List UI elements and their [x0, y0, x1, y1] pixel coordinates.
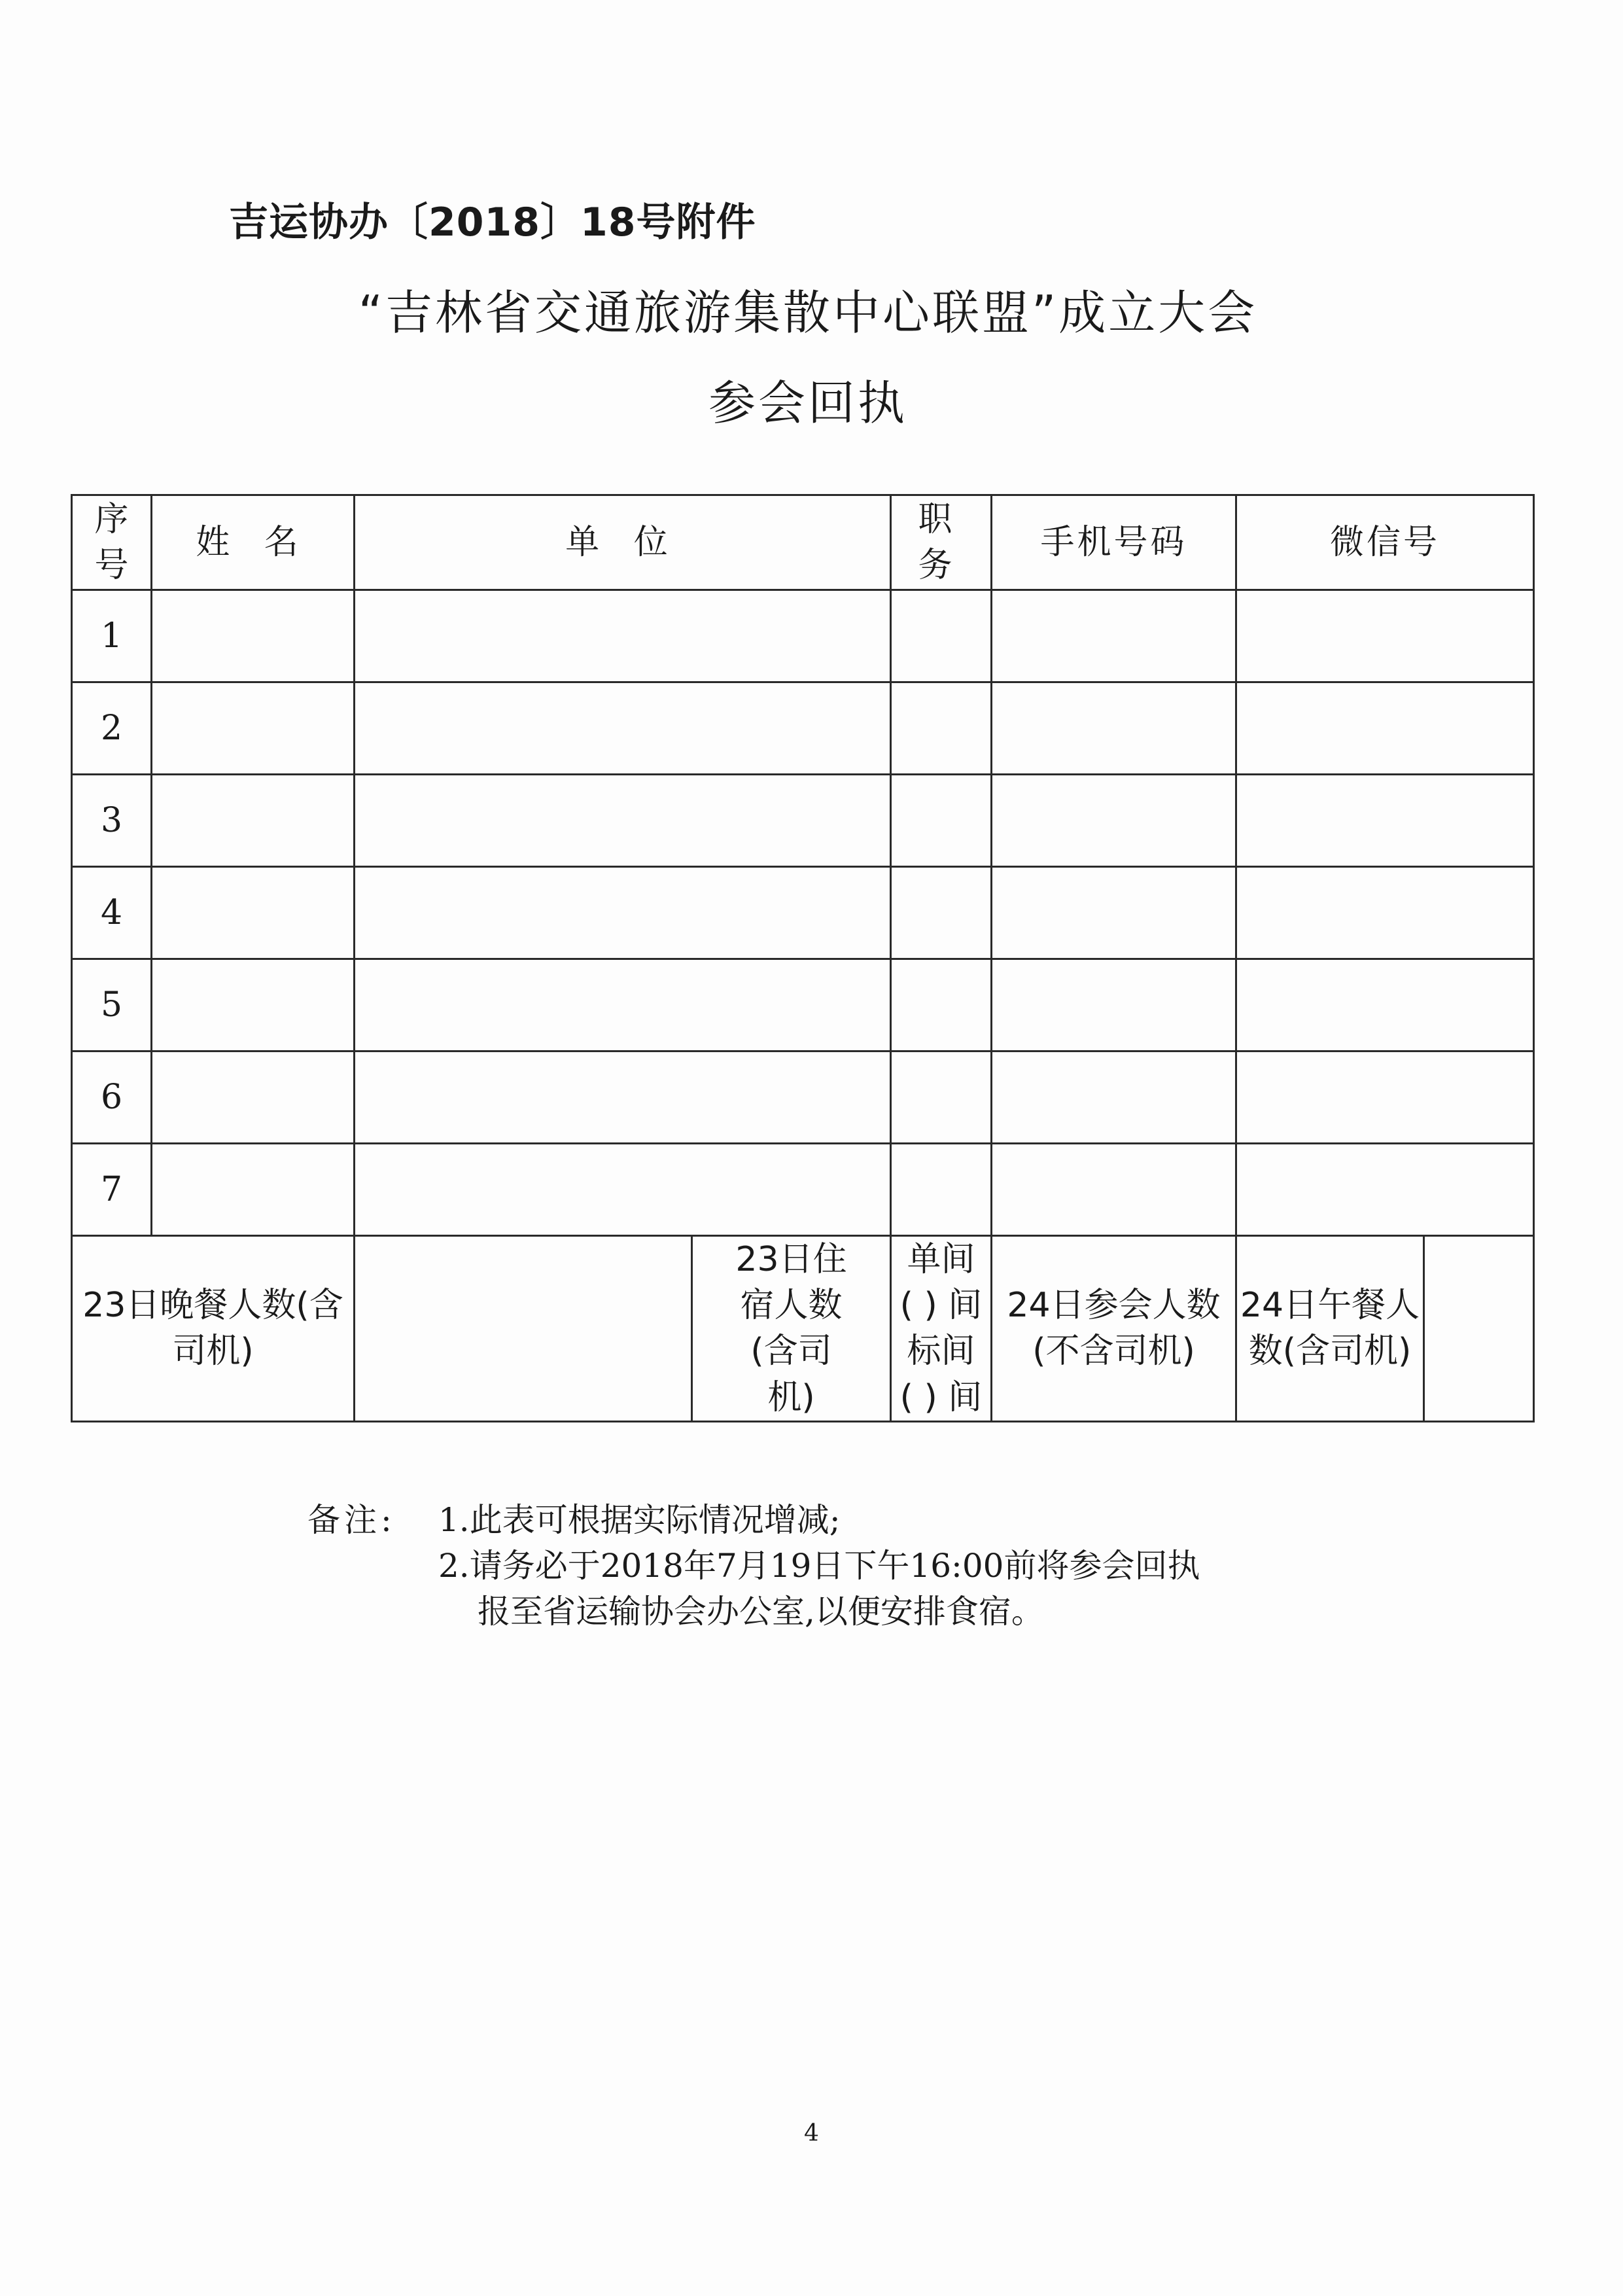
position-cell[interactable]	[891, 867, 992, 959]
row-index: 1	[72, 590, 152, 682]
document-subtitle: 参会回执	[708, 376, 907, 431]
row-index: 5	[72, 959, 152, 1051]
table-row	[72, 959, 1534, 1051]
wechat-cell[interactable]	[1236, 682, 1534, 775]
name-cell[interactable]	[152, 867, 355, 959]
position-cell[interactable]	[891, 1144, 992, 1236]
notes-label: 备注:	[307, 1501, 396, 1539]
row-index: 4	[72, 867, 152, 959]
lunch-24-count-cell[interactable]	[1424, 1236, 1534, 1422]
organization-cell[interactable]	[355, 867, 891, 959]
organization-cell[interactable]	[355, 590, 891, 682]
wechat-cell[interactable]	[1236, 775, 1534, 867]
attend-24-label: 24日参会人数(不含司机)	[992, 1236, 1236, 1422]
position-cell[interactable]	[891, 590, 992, 682]
organization-cell[interactable]	[355, 775, 891, 867]
registration-form-table	[71, 494, 1535, 1422]
phone-cell[interactable]	[992, 1144, 1236, 1236]
organization-cell[interactable]	[355, 1144, 891, 1236]
single-room-count[interactable]: ( ) 间	[899, 1286, 983, 1326]
single-room-label: 单间	[907, 1240, 975, 1279]
dinner-23-count-cell[interactable]	[355, 1236, 692, 1422]
row-index: 2	[72, 682, 152, 775]
lunch-24-label: 24日午餐人数(含司机)	[1236, 1236, 1424, 1422]
table-row	[72, 590, 1534, 682]
summary-row	[72, 1236, 1534, 1422]
organization-cell[interactable]	[355, 682, 891, 775]
position-cell[interactable]	[891, 775, 992, 867]
table-row	[72, 682, 1534, 775]
standard-room-label: 标间	[907, 1332, 975, 1371]
lodging-23-label: 23日住宿人数(含司机)	[692, 1236, 891, 1422]
phone-cell[interactable]	[992, 682, 1236, 775]
table-row	[72, 1051, 1534, 1144]
name-cell[interactable]	[152, 775, 355, 867]
note-item-2-continued: 报至省运输协会办公室,以便安排食宿。	[478, 1593, 1044, 1631]
page-number: 4	[804, 2120, 819, 2147]
organization-cell[interactable]	[355, 1051, 891, 1144]
standard-room-count[interactable]: ( ) 间	[899, 1377, 983, 1417]
note-item-2: 2.请务必于2018年7月19日下午16:00前将参会回执	[438, 1547, 1200, 1585]
phone-cell[interactable]	[992, 959, 1236, 1051]
table-header-row	[72, 495, 1534, 590]
name-cell[interactable]	[152, 959, 355, 1051]
wechat-cell[interactable]	[1236, 1051, 1534, 1144]
note-item-1: 1.此表可根据实际情况增减;	[438, 1501, 841, 1539]
header-index: 序号	[72, 495, 152, 590]
wechat-cell[interactable]	[1236, 1144, 1534, 1236]
name-cell[interactable]	[152, 590, 355, 682]
organization-cell[interactable]	[355, 959, 891, 1051]
phone-cell[interactable]	[992, 1051, 1236, 1144]
row-index: 3	[72, 775, 152, 867]
document-reference: 吉运协办〔2018〕18号附件	[229, 200, 756, 245]
position-cell[interactable]	[891, 1051, 992, 1144]
wechat-cell[interactable]	[1236, 867, 1534, 959]
wechat-cell[interactable]	[1236, 590, 1534, 682]
name-cell[interactable]	[152, 682, 355, 775]
header-wechat: 微信号	[1236, 495, 1534, 590]
row-index: 6	[72, 1051, 152, 1144]
row-index: 7	[72, 1144, 152, 1236]
room-type-cell[interactable]	[891, 1236, 992, 1422]
dinner-23-label: 23日晚餐人数(含司机)	[72, 1236, 355, 1422]
table-row	[72, 867, 1534, 959]
phone-cell[interactable]	[992, 867, 1236, 959]
header-organization: 单 位	[355, 495, 891, 590]
table-row	[72, 775, 1534, 867]
header-position: 职 务	[891, 495, 992, 590]
position-cell[interactable]	[891, 959, 992, 1051]
position-cell[interactable]	[891, 682, 992, 775]
header-phone: 手机号码	[992, 495, 1236, 590]
header-name: 姓 名	[152, 495, 355, 590]
wechat-cell[interactable]	[1236, 959, 1534, 1051]
name-cell[interactable]	[152, 1051, 355, 1144]
name-cell[interactable]	[152, 1144, 355, 1236]
phone-cell[interactable]	[992, 775, 1236, 867]
phone-cell[interactable]	[992, 590, 1236, 682]
document-title: “吉林省交通旅游集散中心联盟”成立大会	[358, 285, 1258, 340]
table-row	[72, 1144, 1534, 1236]
